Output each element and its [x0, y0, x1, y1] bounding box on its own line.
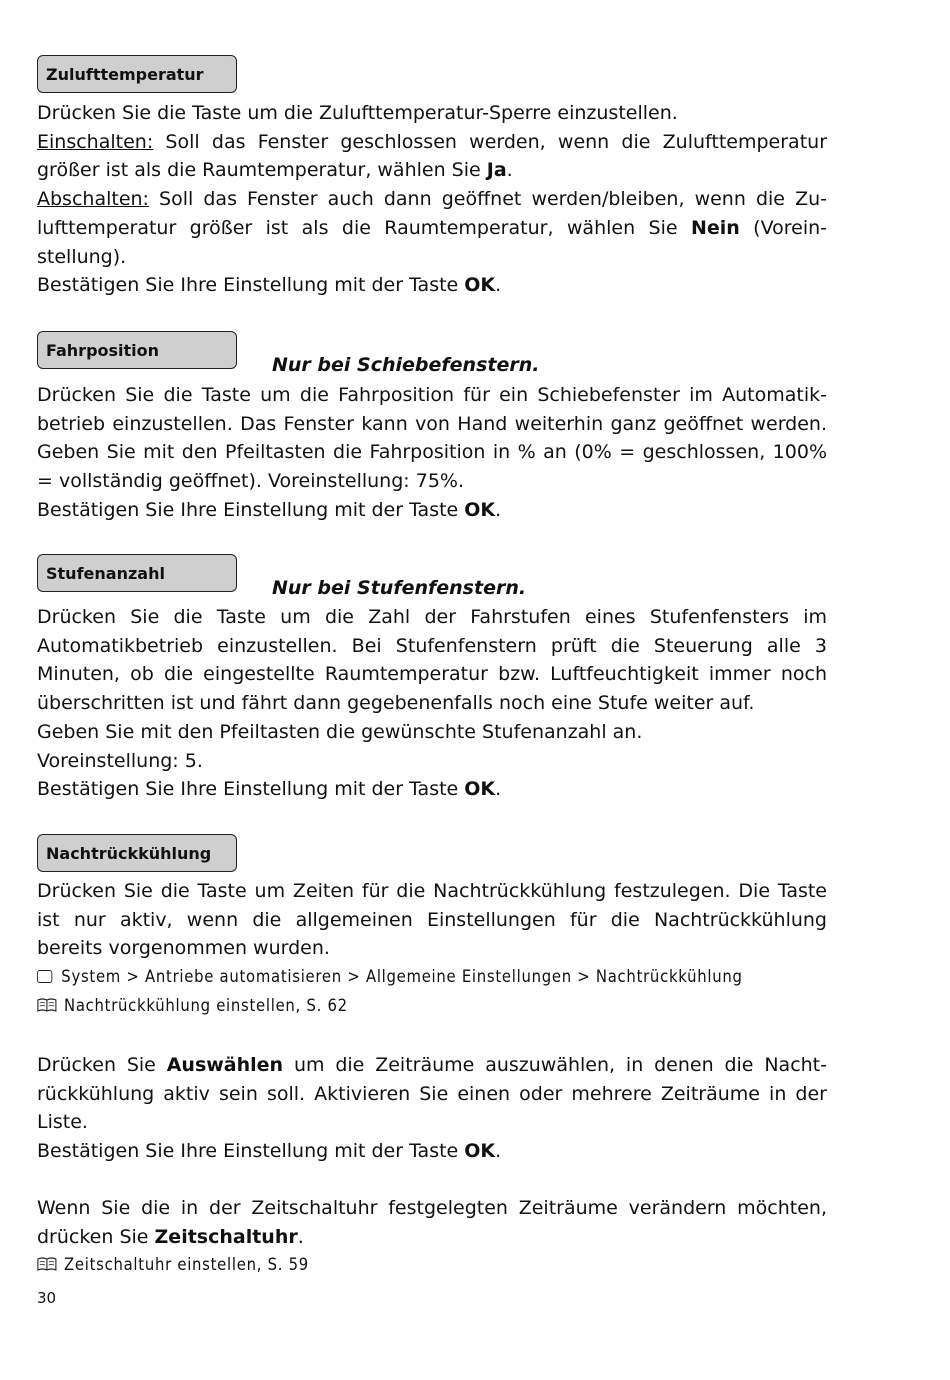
text-line: überschritten ist und fährt dann gegebenenfalls noch eine Stufe weiter auf.: [37, 692, 755, 715]
text-span: Bestätigen Sie Ihre Einstellung mit der Taste: [37, 1140, 465, 1163]
confirm-line: [37, 496, 827, 525]
ok-key: OK: [464, 498, 496, 521]
text-line: Drücken Sie die Taste um die Zahl der Fahrstufen eines Stufenfensters im: [37, 606, 827, 628]
text-line: Voreinstellung: 5.: [37, 749, 203, 772]
screen-icon: [37, 970, 52, 983]
zulufttemperatur-text: [37, 99, 827, 300]
text-span: (Vorein-: [739, 216, 828, 239]
text-line: [37, 214, 827, 243]
text-line: [37, 156, 827, 185]
text-span: .: [495, 1140, 502, 1163]
text-line: [37, 1223, 827, 1252]
text-line: Drücken Sie die Taste um Zeiten für die Nachtrückkühlung festzulegen. Die Taste: [37, 880, 827, 902]
text-line: bereits vorgenommen wurden.: [37, 937, 330, 960]
page-reference-nachtrueckkuehlung: [37, 996, 348, 1017]
text-span: Soll das Fenster geschlossen werden, wenn die Zulufttemperatur: [153, 130, 827, 153]
ok-key: OK: [464, 1140, 496, 1163]
section-header-stufenanzahl: Stufenanzahl: [37, 554, 237, 592]
section-header-zulufttemperatur: Zulufttemperatur: [37, 55, 237, 93]
fahrposition-note: Nur bei Schiebefenstern.: [272, 354, 540, 376]
reference-text: Zeitschaltuhr einstellen, S. 59: [64, 1255, 309, 1274]
auswaehlen-text: [37, 1051, 827, 1166]
text-line: Liste.: [37, 1111, 88, 1134]
ok-key: OK: [464, 274, 496, 297]
text-line: Automatikbetrieb einzustellen. Bei Stufenfenstern prüft die Steuerung alle 3: [37, 634, 827, 657]
menu-path-text: System > Antriebe automatisieren > Allgemeine Einstellungen > Nachtrückkühlung: [61, 967, 743, 986]
text-line: Drücken Sie die Taste um die Zulufttemperatur-Sperre einzustellen.: [37, 102, 678, 124]
text-line: Drücken Sie die Taste um die Fahrposition für ein Schiebefenster im Automatik-: [37, 384, 827, 406]
text-span: .: [297, 1225, 304, 1248]
text-span: drücken Sie: [37, 1225, 155, 1248]
text-line: stellung).: [37, 245, 127, 268]
zeitschaltuhr-key: Zeitschaltuhr: [154, 1225, 298, 1248]
text-span: .: [495, 274, 502, 297]
book-icon: [37, 997, 57, 1017]
text-span: lufttemperatur größer ist als die Raumtemperatur, wählen Sie: [37, 216, 691, 239]
reference-text: Nachtrückkühlung einstellen, S. 62: [64, 996, 348, 1015]
text-line: rückkühlung aktiv sein soll. Aktivieren Sie einen oder mehrere Zeiträume in der: [37, 1082, 827, 1105]
text-line: betrieb einzustellen. Das Fenster kann von Hand weiterhin ganz geöffnet werden.: [37, 412, 827, 435]
text-line: [37, 128, 827, 157]
section-header-nachtrueckkuehlung: Nachtrückkühlung: [37, 834, 237, 872]
text-line: ist nur aktiv, wenn die allgemeinen Einstellungen für die Nachtrückkühlung: [37, 908, 827, 931]
text-line: [37, 1051, 827, 1080]
zeitschaltuhr-text: [37, 1194, 827, 1251]
book-icon: [37, 1256, 57, 1276]
confirm-line: [37, 1137, 827, 1166]
nein-option: Nein: [690, 216, 740, 239]
nachtrueckkuehlung-text: [37, 877, 827, 963]
stufenanzahl-text: [37, 603, 827, 804]
text-span: .: [506, 159, 513, 182]
ok-key: OK: [464, 778, 496, 801]
text-line: = vollständig geöffnet). Voreinstellung: 75%.: [37, 470, 464, 493]
text-line: Geben Sie mit den Pfeiltasten die Fahrposition in % an (0% = geschlossen, 100%: [37, 441, 827, 464]
text-line: Minuten, ob die eingestellte Raumtemperatur bzw. Luftfeuchtigkeit immer noch: [37, 663, 827, 686]
text-line: [37, 185, 827, 214]
auswaehlen-key: Auswählen: [166, 1054, 284, 1076]
text-span: Drücken Sie: [37, 1054, 167, 1076]
stufenanzahl-note: Nur bei Stufenfenstern.: [272, 577, 527, 599]
menu-path-reference: [37, 967, 743, 986]
text-line: Wenn Sie die in der Zeitschaltuhr festgelegten Zeiträume verändern möchten,: [37, 1197, 827, 1219]
page-reference-zeitschaltuhr: [37, 1255, 309, 1276]
text-span: Bestätigen Sie Ihre Einstellung mit der Taste: [37, 274, 465, 297]
text-span: .: [495, 498, 502, 521]
page-number: 30: [37, 1289, 57, 1307]
abschalten-label: Abschalten:: [37, 188, 149, 211]
text-span: Bestätigen Sie Ihre Einstellung mit der Taste: [37, 498, 465, 521]
text-line: Geben Sie mit den Pfeiltasten die gewünschte Stufenanzahl an.: [37, 720, 643, 743]
text-span: .: [495, 778, 502, 801]
section-header-fahrposition: Fahrposition: [37, 331, 237, 369]
confirm-line: [37, 775, 827, 804]
ja-option: Ja: [486, 159, 507, 182]
confirm-line: [37, 271, 827, 300]
fahrposition-text: [37, 381, 827, 525]
text-span: größer ist als die Raumtemperatur, wählen Sie: [37, 159, 487, 182]
text-span: Soll das Fenster auch dann geöffnet werden/bleiben, wenn die Zu-: [148, 188, 827, 211]
text-span: Bestätigen Sie Ihre Einstellung mit der Taste: [37, 778, 465, 801]
text-span: um die Zeiträume auszuwählen, in denen die Nacht-: [283, 1054, 827, 1076]
einschalten-label: Einschalten:: [37, 130, 154, 153]
